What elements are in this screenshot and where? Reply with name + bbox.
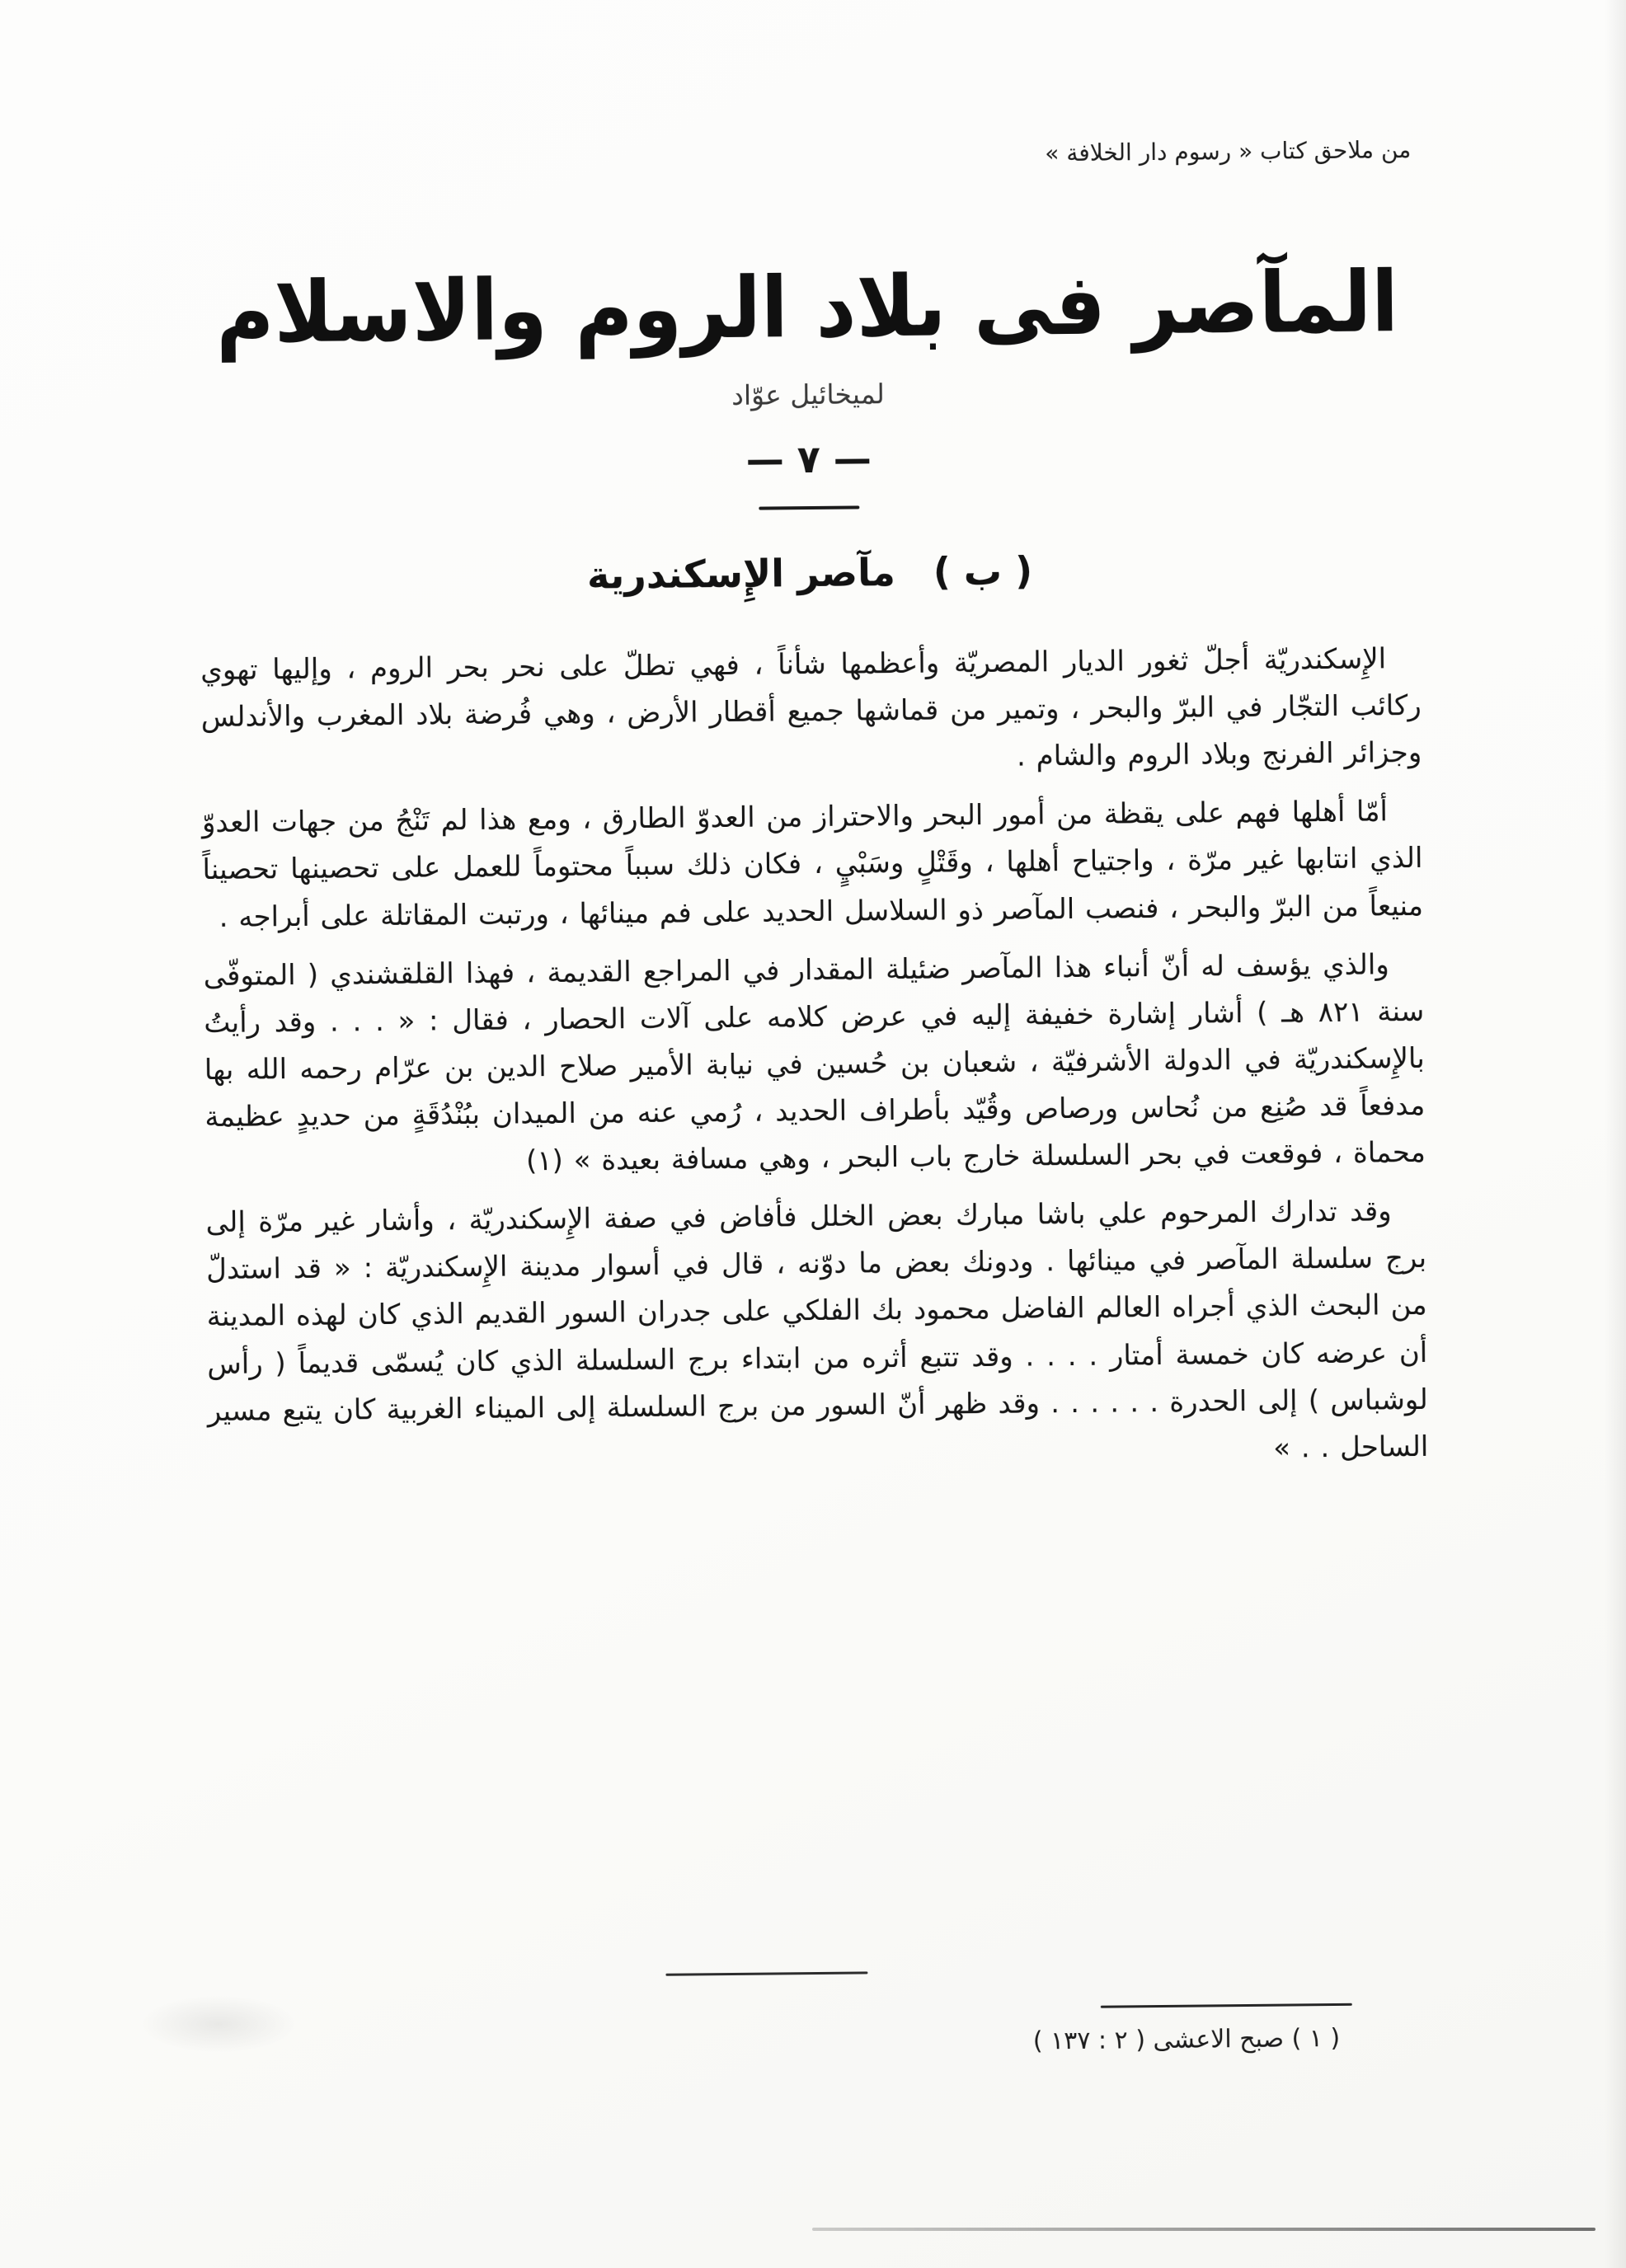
scan-smudge-artifact <box>140 1995 297 2053</box>
subsection-heading: ( ب ) مآصر الإِسكندرية <box>586 548 1033 598</box>
paragraph-1: الإِسكندريّة أجلّ ثغور الديار المصريّة وأعظمها شأناً ، فهي تطلّ على نحر بحر الروم ، وإليها تهوي ركائب التجّار في البرّ والبحر ، وتمير من قماشها جميع أقطار الأرض ، وهي فُرضة بلاد المغرب والأندلس وجزائر الفرنج وبلاد الروم والشام . <box>200 642 1422 773</box>
footnote-divider <box>1101 2003 1352 2008</box>
footnote: ( ١ ) صبح الاعشى ( ٢ : ١٣٧ ) <box>1032 2023 1341 2056</box>
scan-edge-artifact <box>812 2228 1595 2231</box>
body-text <box>200 636 1429 1482</box>
paragraph-3: والذي يؤسف له أنّ أنباء هذا المآصر ضئيلة المقدار في المراجع القديمة ، فهذا القلقشندي ( المتوفّى سنة ٨٢١ هـ ) أشار إشارة خفيفة إليه في عرض كلامه على آلات الحصار ، فقال : « . . . وقد رأيتُ بالإِسكندريّة في الدولة الأشرفيّة ، شعبان بن حُسين في نيابة الأمير صلاح الدين بن عرّام رحمه الله بها مدفعاً قد صُنِع من نُحاس ورصاص وقُيّد بأطراف الحديد ، رُمي عنه من الميدان ببُنْدُقَةٍ من حديدٍ عظيمة محماة ، فوقعت في بحر السلسلة خارج باب البحر ، وهي مسافة بعيدة » (١) <box>203 947 1426 1178</box>
end-of-text-divider <box>665 1971 867 1975</box>
scan-edge-shade <box>1605 0 1626 2268</box>
paragraph-2: أمّا أهلها فهم على يقظة من أمور البحر والاحتراز من العدوّ الطارق ، ومع هذا لم تَنْجُ من جهات العدوّ الذي انتابها غير مرّة ، واجتياح أهلها ، وقَتْلٍ وسَبْيٍ ، فكان ذلك سبباً محتوماً للعمل على تحصينها تحصيناً منيعاً من البرّ والبحر ، فنصب المآصر ذو السلاسل الحديد على فم مينائها ، ورتبت المقاتلة على أبراجه . <box>201 795 1424 934</box>
author-line: لميخائيل عوّاد <box>731 378 886 411</box>
page-title: المآصر فى بلاد الروم والاسلام <box>215 252 1399 363</box>
header-note: من ملاحق كتاب « رسوم دار الخلافة » <box>1045 135 1412 167</box>
paragraph-4: وقد تدارك المرحوم علي باشا مبارك بعض الخلل فأفاض في صفة الإِسكندريّة ، وأشار غير مرّة إلى برج سلسلة المآصر في مينائها . ودونك بعض ما دوّنه ، قال في أسوار مدينة الإِسكندريّة : « قد استدلّ من البحث الذي أجراه العالم الفاضل محمود بك الفلكي على جدران السور القديم الذي كان لهذه المدينة أن عرضه كان خمسة أمتار . . . . وقد تتبع أثره من ابتداء برج السلسلة الذي كان يُسمّى قديماً ( رأس لوشباس ) إلى الحدرة . . . . . . وقد ظهر أنّ السور من برج السلسلة إلى الميناء الغربية كان يتبع مسير الساحل . . » <box>205 1195 1429 1465</box>
section-number: — ٧ — <box>745 436 872 482</box>
section-divider <box>759 505 859 509</box>
